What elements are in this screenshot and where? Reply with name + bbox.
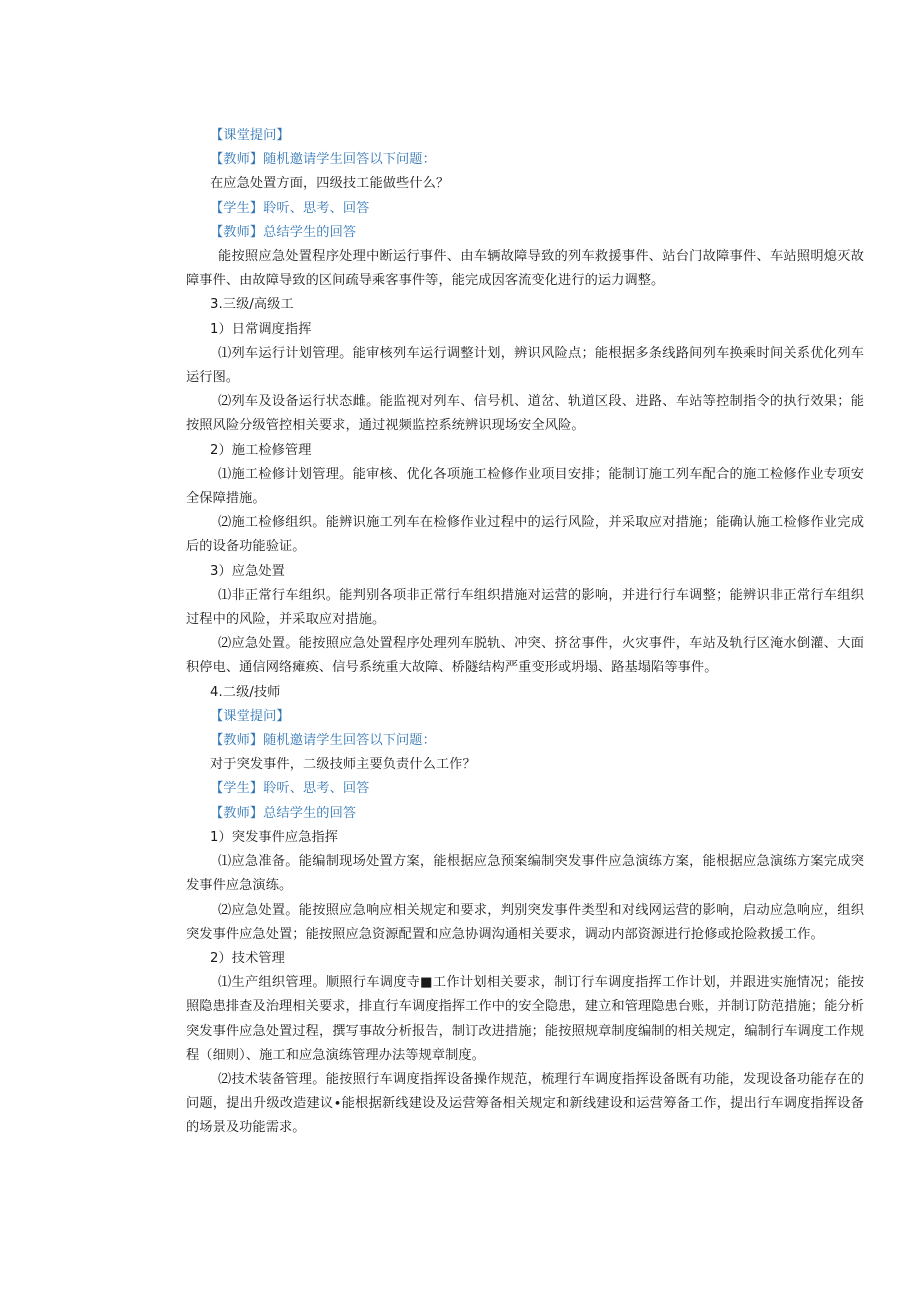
body-paragraph: ⑴非正常行车组织。能判别各项非正常行车组织措施对运营的影响，并进行行车调整；能辨识非正常行车组织过程中的风险，并采取应对措施。	[186, 587, 864, 628]
body-paragraph: ⑴施工检修计划管理。能审核、优化各项施工检修作业项目安排；能制订施工列车配合的施工检修作业专项安全保障措施。	[186, 466, 864, 507]
body-paragraph: ⑴生产组织管理。顺照行车调度寺■工作计划相关要求，制订行车调度指挥工作计划，并跟进实施情况；能按照隐患排查及治理相关要求，排直行车调度指挥工作中的安全隐患，建立和管理隐患台账，并制订防范措施；能分析突发事件应急处置过程，撰写事故分析报告，制订改进措施；能按照规章制度编制的相关规定，编制行车调度工作规程（细则）、施工和应急演练管理办法等规章制度。	[186, 975, 864, 1063]
heading-line: 3.三级/高级工	[210, 297, 294, 313]
lesson-prompt-line: 【教师】总结学生的回答	[210, 805, 357, 821]
lesson-prompt-line: 【课堂提问】	[210, 128, 290, 143]
heading-line: 1）日常调度指挥	[210, 321, 312, 337]
heading-line: 2）施工检修管理	[210, 442, 312, 458]
body-paragraph: ⑵施工检修组织。能辨识施工列车在检修作业过程中的运行风险，并采取应对措施；能确认施工检修作业完成后的设备功能验证。	[186, 515, 864, 555]
document-body	[186, 124, 864, 1141]
lesson-prompt-line: 【教师】总结学生的回答	[210, 224, 357, 240]
heading-line: 3）应急处置	[210, 563, 285, 579]
heading-line: 2）技术管理	[210, 950, 285, 966]
body-paragraph: ⑵应急处置。能按照应急处置程序处理列车脱轨、冲突、挤岔事件，火灾事件，车站及轨行区淹水倒灌、大面积停电、通信网络瘫痪、信号系统重大故障、桥隧结构严重变形或坍塌、路基塌陷等事件。	[186, 636, 864, 676]
body-paragraph: ⑵技术装备管理。能按照行车调度指挥设备操作规范，梳理行车调度指挥设备既有功能，发现设备功能存在的问题，提出升级改造建议∙能根据新线建设及运营筹备相关规定和新线建设和运营筹备工作，提出行车调度指挥设备的场景及功能需求。	[186, 1071, 864, 1136]
lesson-prompt-line: 【教师】随机邀请学生回答以下问题：	[210, 733, 436, 749]
body-paragraph: 能按照应急处置程序处理中断运行事件、由车辆故障导致的列车救援事件、站台门故障事件、车站照明熄灭故障事件、由故障导致的区间疏导乘客事件等，能完成因客流变化进行的运力调整。	[186, 249, 864, 289]
lesson-prompt-line: 【课堂提问】	[210, 708, 290, 724]
body-paragraph: ⑵列车及设备运行状态雌。能监视对列车、信号机、道岔、轨道区段、进路、车站等控制指令的执行效果；能按照风险分级管控相关要求，通过视频监控系统辨识现场安全风险。	[186, 394, 864, 434]
heading-line: 1）突发事件应急指挥	[210, 829, 339, 845]
heading-line: 4.二级/技师	[210, 684, 281, 700]
heading-line: 对于突发事件，二级技师主要负责什么工作？	[210, 757, 476, 773]
body-paragraph: ⑴列车运行计划管理。能审核列车运行调整计划，辨识风险点；能根据多条线路间列车换乘时间关系优化列车运行图。	[186, 345, 864, 386]
body-paragraph: ⑴应急准备。能编制现场处置方案，能根据应急预案编制突发事件应急演练方案，能根据应急演练方案完成突发事件应急演练。	[186, 854, 864, 894]
heading-line: 在应急处置方面，四级技工能做些什么？	[210, 176, 450, 192]
body-paragraph: ⑵应急处置。能按照应急响应相关规定和要求，判别突发事件类型和对线网运营的影响，启动应急响应，组织突发事件应急处置；能按照应急资源配置和应急协调沟通相关要求，调动内部资源进行抢修或抢险救援工作。	[186, 902, 864, 942]
lesson-prompt-line: 【学生】聆听、思考、回答	[210, 200, 370, 216]
lesson-prompt-line: 【学生】聆听、思考、回答	[210, 781, 370, 797]
lesson-prompt-line: 【教师】随机邀请学生回答以下问题：	[210, 152, 436, 168]
